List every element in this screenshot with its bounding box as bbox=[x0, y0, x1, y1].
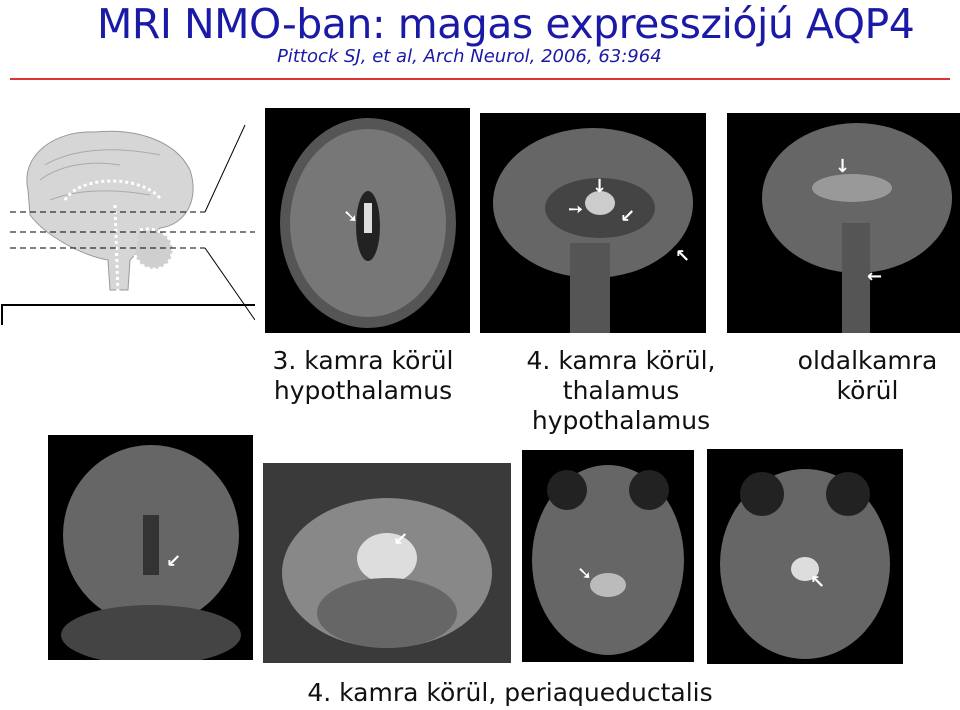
lesion-arrow-icon: ➙ bbox=[568, 199, 584, 220]
lesion-arrow-icon: ➘ bbox=[577, 563, 593, 584]
caption-third-ventricle: 3. kamra körül hypothalamus bbox=[272, 346, 454, 405]
mri-axial-periaqueductal bbox=[707, 449, 903, 664]
lesion-arrow-icon: ➘ bbox=[343, 206, 359, 227]
lesion-arrow-icon: ↓ bbox=[835, 156, 851, 177]
caption-fourth-ventricle-thalamus: 4. kamra körül, thalamus hypothalamus bbox=[526, 346, 716, 435]
mri-axial-third-ventricle bbox=[265, 108, 470, 333]
brain-schematic-diagram bbox=[0, 110, 255, 335]
title-divider bbox=[10, 78, 950, 80]
caption-lateral-ventricle: oldalkamra körül bbox=[797, 346, 938, 405]
lesion-arrow-icon: ↓ bbox=[592, 176, 608, 197]
lesion-arrow-icon: ↙ bbox=[620, 206, 636, 227]
page-title: MRI NMO-ban: magas expressziójú AQP4 bbox=[97, 0, 915, 48]
mri-sagittal-fourth-ventricle bbox=[480, 113, 706, 333]
mri-coronal bbox=[48, 435, 253, 660]
lesion-arrow-icon: ↙ bbox=[393, 529, 409, 550]
caption-bottom-row: 4. kamra körül, periaqueductalis bbox=[307, 678, 713, 707]
mri-axial-fourth-ventricle bbox=[522, 450, 694, 662]
mri-sagittal-lateral-ventricle bbox=[727, 113, 960, 333]
lesion-arrow-icon: ← bbox=[867, 266, 883, 287]
lesion-arrow-icon: ↙ bbox=[166, 551, 182, 572]
mri-axial-t2-posterior-fossa bbox=[263, 463, 511, 663]
citation: Pittock SJ, et al, Arch Neurol, 2006, 63:964 bbox=[277, 46, 662, 67]
lesion-arrow-icon: ↖ bbox=[810, 572, 826, 593]
lesion-arrow-icon: ↖ bbox=[675, 246, 691, 267]
